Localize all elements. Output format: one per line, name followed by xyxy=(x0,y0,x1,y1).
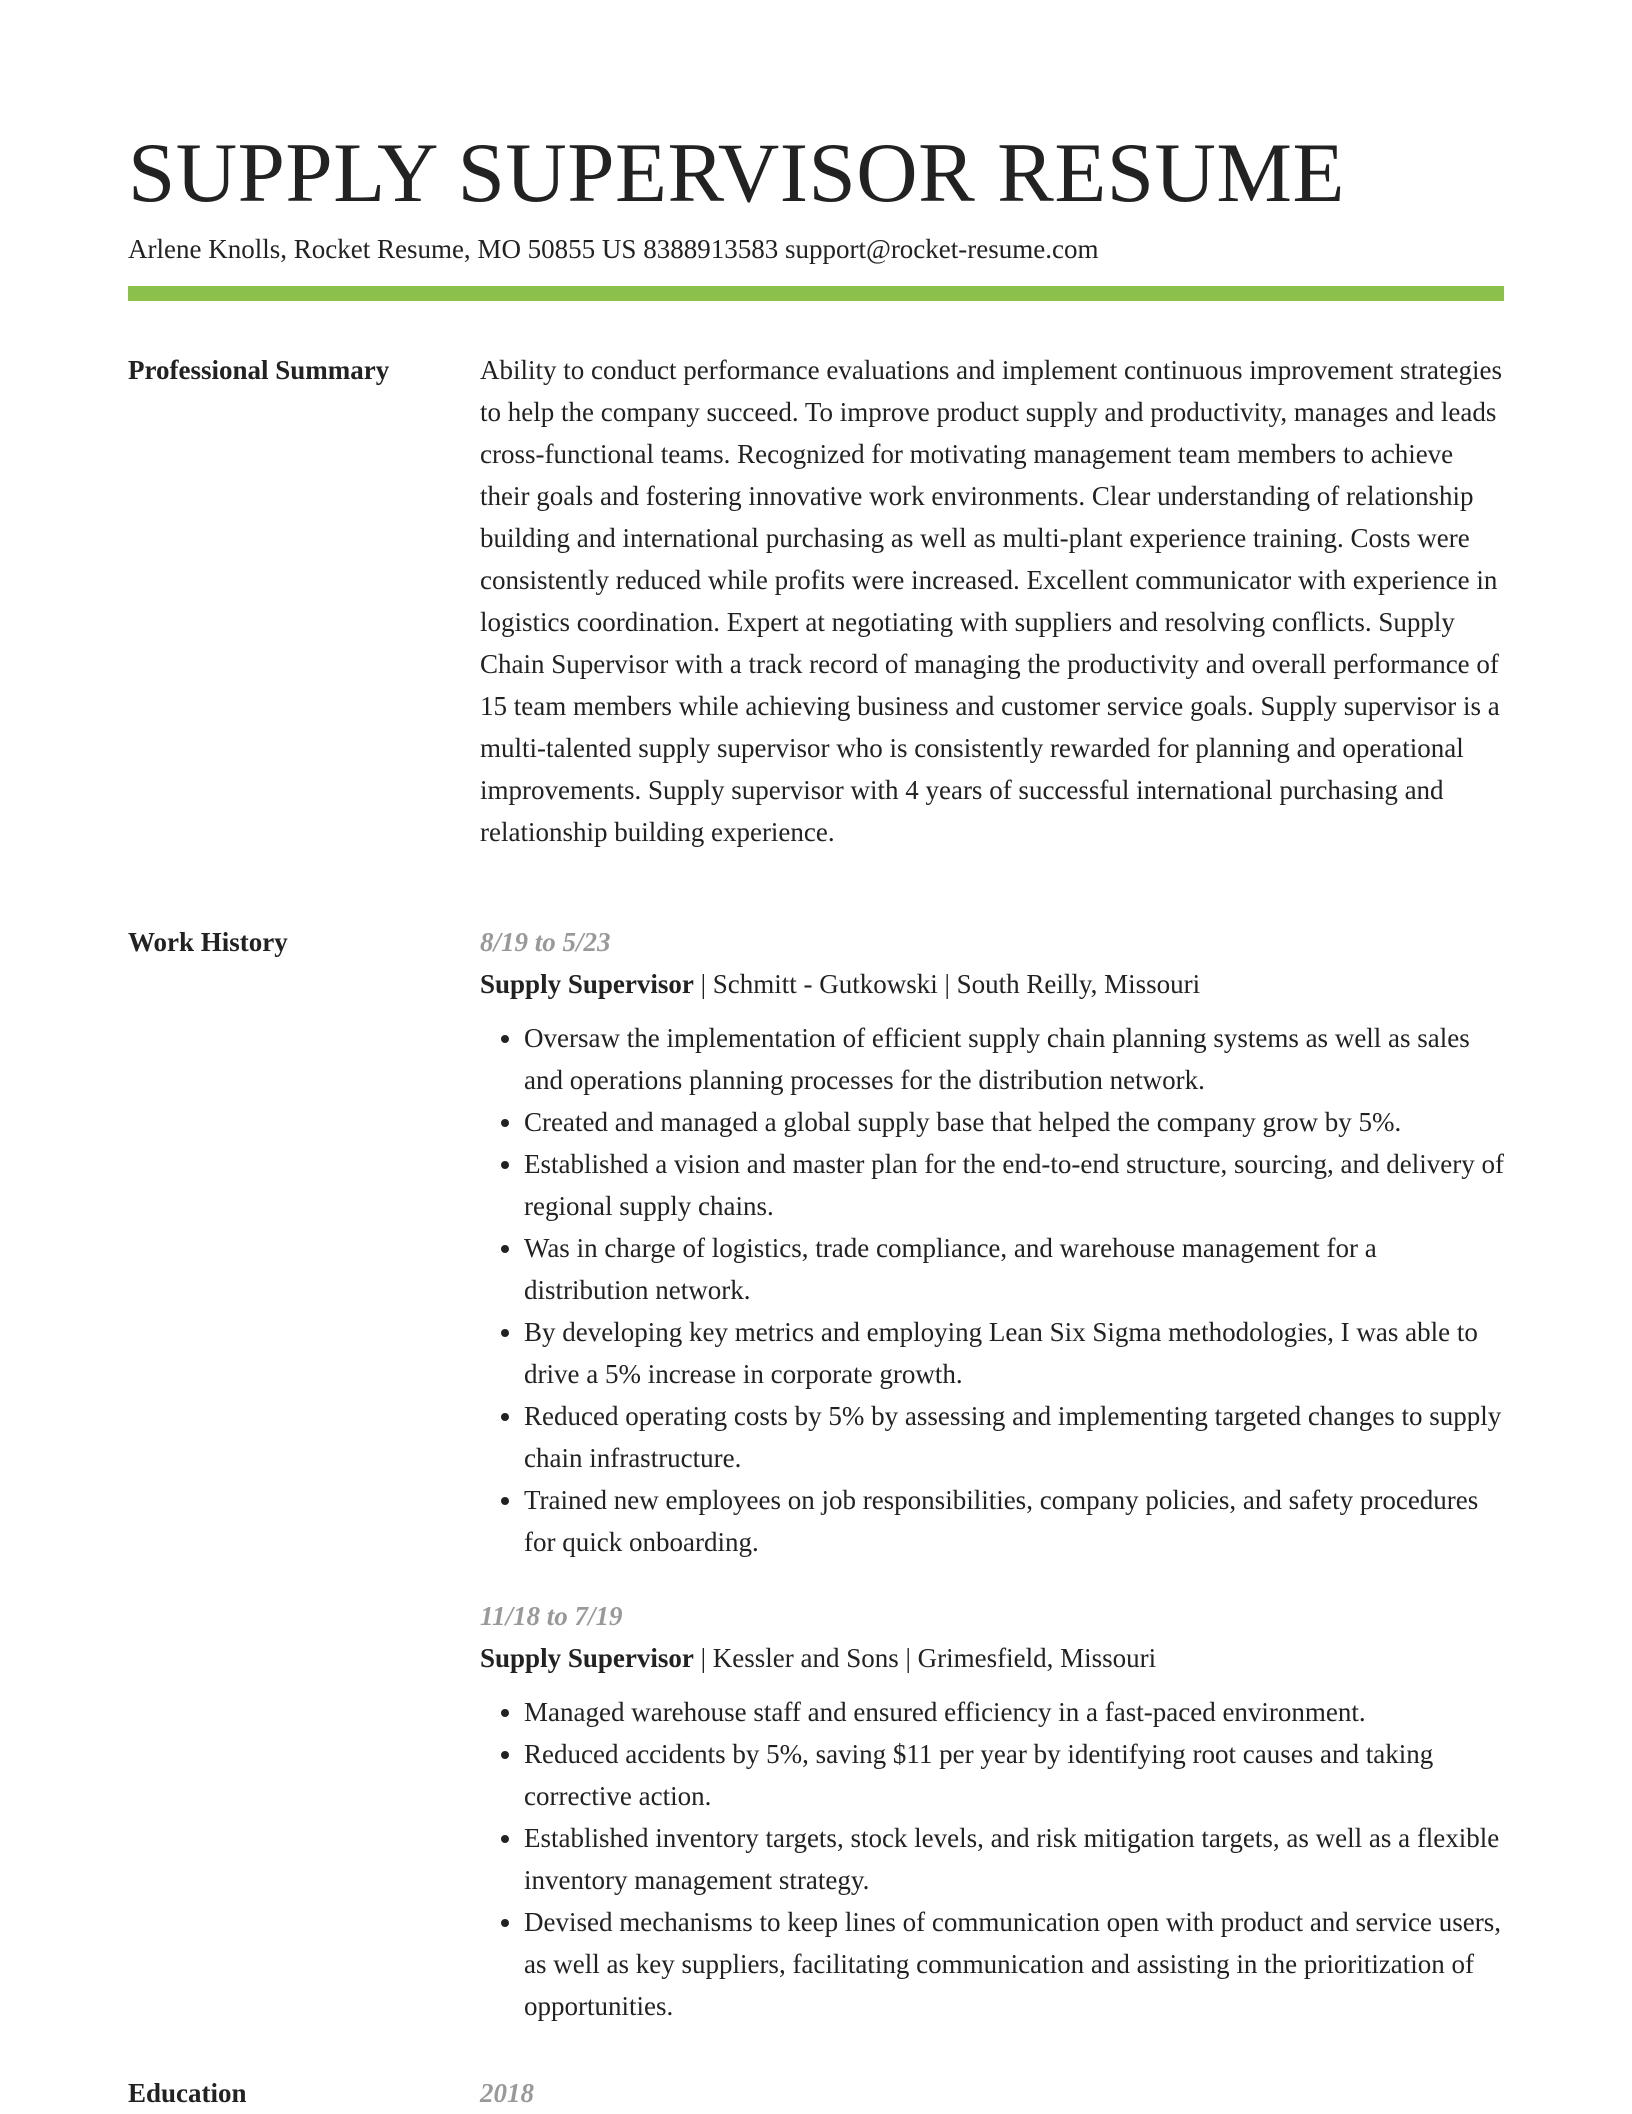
work-history-body xyxy=(480,921,1504,2059)
summary-body xyxy=(480,349,1504,853)
summary-label: Professional Summary xyxy=(128,355,390,385)
duty-item: • Reduced operating costs by 5% by assessing and implementing targeted changes to supply chain infrastructure. xyxy=(524,1395,1504,1479)
duty-item: • Trained new employees on job responsibilities, company policies, and safety procedures for quick onboarding. xyxy=(524,1479,1504,1563)
page-title: SUPPLY SUPERVISOR RESUME xyxy=(128,126,1345,220)
duty-item: • By developing key metrics and employing Lean Six Sigma methodologies, I was able to drive a 5% increase in corporate growth. xyxy=(524,1311,1504,1395)
duty-item: • Reduced accidents by 5%, saving $11 per year by identifying root causes and taking corrective action. xyxy=(524,1733,1504,1817)
job-entry xyxy=(480,1595,1504,2027)
duty-item: • Devised mechanisms to keep lines of communication open with product and service users, as well as key suppliers, facilitating communication and assisting in the prioritization of opportunities. xyxy=(524,1901,1504,2027)
duty-item: • Managed warehouse staff and ensured efficiency in a fast-paced environment. xyxy=(524,1691,1504,1733)
job-duties-list xyxy=(480,1691,1504,2027)
duty-item: • Established inventory targets, stock levels, and risk mitigation targets, as well as a flexible inventory management strategy. xyxy=(524,1817,1504,1901)
duty-item: • Was in charge of logistics, trade compliance, and warehouse management for a distribution network. xyxy=(524,1227,1504,1311)
education-body xyxy=(480,2072,1504,2114)
job-title-line xyxy=(480,1637,1504,1679)
job-dates: 11/18 to 7/19 xyxy=(480,1601,623,1631)
duty-item: • Established a vision and master plan for the end-to-end structure, sourcing, and delivery of regional supply chains. xyxy=(524,1143,1504,1227)
work-history-label: Work History xyxy=(128,927,288,957)
duty-item: • Created and managed a global supply base that helped the company grow by 5%. xyxy=(524,1101,1504,1143)
job-title-line xyxy=(480,963,1504,1005)
contact-line: Arlene Knolls, Rocket Resume, MO 50855 US 8388913583 support@rocket-resume.com xyxy=(128,234,1099,264)
summary-text: Ability to conduct performance evaluations and implement continuous improvement strategies to help the company succeed. To improve product supply and productivity, manages and leads cross-functional teams. Recognized for motivating management team members to achieve their goals and fostering innovative work environments. Clear understanding of relationship building and international purchasing as well as multi-plant experience training. Costs were consistently reduced while profits were increased. Excellent communicator with experience in logistics coordination. Expert at negotiating with suppliers and resolving conflicts. Supply Chain Supervisor with a track record of managing the productivity and overall performance of 15 team members while achieving business and customer service goals. Supply supervisor is a multi-talented supply supervisor who is consistently rewarded for planning and operational improvements. Supply supervisor with 4 years of successful international purchasing and relationship building experience. xyxy=(480,355,1502,847)
accent-divider xyxy=(128,286,1504,301)
job-duties-list xyxy=(480,1017,1504,1563)
duty-item: • Oversaw the implementation of efficient supply chain planning systems as well as sales and operations planning processes for the distribution network. xyxy=(524,1017,1504,1101)
job-role: Supply Supervisor xyxy=(480,969,694,999)
job-details: | Schmitt - Gutkowski | South Reilly, Missouri xyxy=(693,969,1201,999)
job-details: | Kessler and Sons | Grimesfield, Missouri xyxy=(693,1643,1157,1673)
job-role: Supply Supervisor xyxy=(480,1643,694,1673)
education-label: Education xyxy=(128,2078,247,2108)
education-dates: 2018 xyxy=(480,2078,534,2108)
job-entry xyxy=(480,921,1504,1563)
job-dates: 8/19 to 5/23 xyxy=(480,927,611,957)
